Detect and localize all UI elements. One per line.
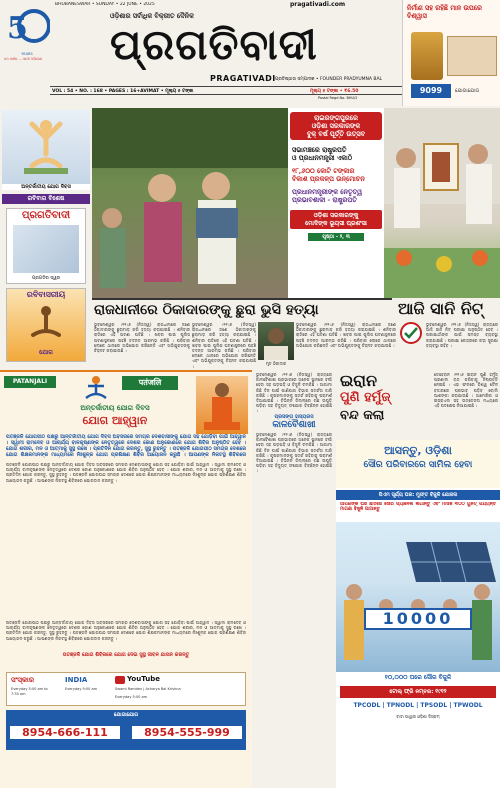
meditation-figure-icon [7, 301, 85, 345]
solar-ad-blue-line: ପିଏମ ସୂର୍ଯ୍ୟ ଘର: ମୁଫ୍ତ ବିଜୁଳି ଯୋଜନା [336, 490, 500, 500]
patanjali-yoga-day: ଅନ୍ତର୍ଜାତୀୟ ଯୋଗ ଦିବସ [80, 404, 150, 412]
iran-headline-2[interactable]: ପୁଣି ହର୍ମୁଜ୍ [340, 390, 391, 405]
time-india: Everyday 9:00 am [65, 687, 98, 691]
english-title: PRAGATIVADI [210, 74, 276, 83]
supplement-cover-1[interactable] [6, 208, 86, 284]
swami-photo [196, 376, 248, 434]
masthead-strip [50, 86, 402, 95]
solar-toll-free[interactable]: ଟୋଲ୍ ଫ୍ରି ନମ୍ବର: ୧୯୧୨ [340, 686, 496, 698]
lead-headline-line2: ଓଡ଼ିଶା ସରକାରଙ୍କ [311, 122, 361, 130]
time-youtube: Everyday 5:00 am [115, 695, 148, 699]
lead-quote4: ମୋଦିଙ୍କ ଭୂୟସୀ ପ୍ରଶଂସା [305, 219, 367, 227]
solar-panel-family-icon [336, 522, 500, 672]
channel-youtube[interactable]: YouTube [127, 675, 160, 683]
checkmark-icon [402, 324, 420, 342]
patanjali-highlight: ପତଞ୍ଜଳି ଯୋଗ ଶିବିରରେ ଯୋଗ ଦେଇ ସୁସ୍ଥ ଜୀବନ ଯାପନ କରନ୍ତୁ [62, 652, 190, 658]
lead-subhead [292, 146, 380, 162]
lead-praise [290, 210, 382, 229]
column-label: ପ୍ରସଙ୍ଗ ହାସ୍ୟରସ [274, 414, 314, 420]
logo-years: YEARS [21, 52, 33, 56]
solar-discoms: TPCODL | TPNODL | TPSODL | TPWODL [353, 702, 483, 709]
top-right-ad[interactable] [402, 0, 500, 106]
patanjali-brand-hi: पतंजलि [122, 376, 178, 390]
lead-investment [292, 167, 380, 183]
lead-quote3: ଓଡ଼ିଶା ସରକାରଙ୍କୁ [313, 212, 359, 219]
portrait-icon [258, 322, 294, 360]
solar-ad[interactable] [336, 440, 500, 788]
solar-ad-title: ଆସନ୍ତୁ, ଓଡ଼ିଶା [384, 444, 452, 457]
ad-product-image [411, 32, 443, 80]
story2-body-col1: ଭୁବନେଶ୍ୱର ।୨୧।୬ (ନିଜସ୍ୱ) ରାଜଧାନୀରେ ଜଣେ ଠିକାଦାରଙ୍କୁ ଛୁରାମାଡ଼ କରି ହତ୍ୟା କରାଯାଇଛି । ଶନିବାର ରାତିରେ ଏହି ଘଟଣା ଘଟିଛି । ଖବର ପାଇ ପୁଲିସ ଘଟଣାସ୍ଥଳରେ ପହଞ୍ଚି ତଦନ୍ତ ଆରମ୍ଭ କରିଛି । ପରିବାର ଲୋକେ ଥାନାରେ ଅଭିଯୋଗ କରିଛନ୍ତି ଏବଂ ଅଭିଯୁକ୍ତଙ୍କୁ ଚିହ୍ନଟ କରାଯାଉଛି । [94, 322, 190, 354]
edition-dateline: BHUBANESWAR • SUNDAY • 22 JUNE • 2025 [55, 2, 155, 7]
youtube-caption: Swami Ramdev | Acharya Bal Krishna [115, 687, 181, 691]
solar-ad-body: ଆପଣଙ୍କ ଘର ଛାତରେ ସୌର ପ୍ୟାନେଲ ଲଗାନ୍ତୁ ଏବଂ ମାସିକ ୩୦୦ ୟୁନିଟ୍ ପର୍ଯ୍ୟନ୍ତ ମାଗଣା ବିଜୁଳି ପାଆନ୍ତୁ [340, 502, 496, 513]
lead-photo-2 [384, 108, 500, 298]
ad-caption: ଯୋଗାଯୋଗ [455, 88, 480, 94]
iran-story [336, 370, 500, 440]
yoga-photo [2, 110, 90, 184]
price: ମୂଲ୍ୟ ୫ ଟଙ୍କା • ₹6.50 [310, 89, 359, 94]
channel-india: INDIA [65, 676, 88, 684]
left-column [0, 108, 92, 364]
column-title[interactable]: କାଳବୈଶାଖୀ [272, 420, 316, 430]
solar-footer: ଟାଟା ପାୱାର ଓଡ଼ିଶା ଡିସ୍କମ୍ [396, 714, 440, 719]
supplement-1-title: ପ୍ରଗତିବାଦୀ [21, 210, 71, 221]
neet-emblem [400, 322, 422, 344]
supplement-1-caption: ପ୍ରଗତିର ସ୍ୱର [31, 276, 61, 281]
story2-photo-caption: ମୃତ ଠିକାଦାର [265, 361, 287, 366]
lead-sub1: ସଭାମଞ୍ଚରେ ରାଷ୍ଟ୍ରପତି [292, 146, 347, 154]
lead-text-block [288, 108, 384, 298]
anniversary-logo [4, 4, 50, 62]
broadcast-strip [6, 672, 246, 706]
youtube-icon[interactable] [115, 676, 125, 684]
svg-text:5: 5 [7, 11, 28, 46]
patanjali-phone-1[interactable]: 8954-666-111 [10, 726, 120, 739]
founder-line: ପ୍ରତିଷ୍ଠାତା ସମ୍ପାଦକ • FOUNDER PRADYUMNA BAL [275, 77, 383, 82]
story3-body: ଭୁବନେଶ୍ୱର ।୨୧।୬ (ନିଜସ୍ୱ) ରାଜ୍ୟରେ ଆଜି ସାନି ନିଟ୍ ପରୀକ୍ଷା ଅନୁଷ୍ଠିତ ହେବ । ପରୀକ୍ଷାର୍ଥୀଙ୍କ ପାଇଁ ସମସ୍ତ ବ୍ୟବସ୍ଥା କରାଯାଇଛି । ପରୀକ୍ଷା କେନ୍ଦ୍ରରେ କଡ଼ା ସୁରକ୍ଷା ବ୍ୟବସ୍ଥା ରହିବ । [426, 322, 498, 348]
memento-presentation-icon [384, 108, 500, 298]
special-label-bar [2, 194, 90, 204]
lead-quote [292, 188, 380, 204]
solar-count-board: 10000 [364, 608, 472, 630]
tagline: ଓଡ଼ିଶାର ସର୍ବାଧିକ ବିକ୍ରୀତ ଦୈନିକ [110, 12, 194, 20]
yoga-caption: ଅନ୍ତର୍ଜାତୀୟ ଯୋଗ ଦିବସ [2, 184, 90, 190]
lead-page-ref[interactable]: ପୃଷ୍ଠା - ୨, ୩ [308, 233, 364, 241]
solar-ad-subtitle: ସୌର ପରିବାରରେ ସାମିଲ ହେବା [363, 460, 473, 470]
patanjali-body-2: ପତଞ୍ଜଳି ଯୋଗପୀଠ ପକ୍ଷରୁ ଆନ୍ତର୍ଜାତୀୟ ଯୋଗ ଦିବସ ଅବସରରେ ସମଗ୍ର ଦେଶବାସୀଙ୍କୁ ଯୋଗ ସହ ଯୋଡ଼ିବା ପାଇଁ ଆହ୍ୱାନ । ସ୍ୱାମୀ ରାମଦେବ ଓ ଆଚାର୍ଯ୍ୟ ବାଳକୃଷ୍ଣଙ୍କ ନେତୃତ୍ୱରେ ଦେଶର କୋଣ ଅନୁକୋଣରେ ଯୋଗ ଶିବିର ଅନୁଷ୍ଠିତ ହେବ । ଯୋଗ ଶରୀର, ମନ ଓ ଆତ୍ମାକୁ ସୁସ୍ଥ ରଖେ । ପ୍ରତିଦିନ ଯୋଗ କରନ୍ତୁ, ସୁସ୍ଥ ରୁହନ୍ତୁ । ପତଞ୍ଜଳି ଯୋଗପୀଠ ସମଗ୍ର ଦେଶରେ ଯୋଗ ଶିକ୍ଷକମାନଙ୍କ ମାଧ୍ୟମରେ ନିଃଶୁଳ୍କ ଯୋଗ ପ୍ରଶିକ୍ଷଣ ଶିବିର ଆୟୋଜନ କରୁଛି । ଆପଣଙ୍କ ନିକଟସ୍ଥ ଶିବିରରେ ଯୋଗଦାନ କରନ୍ତୁ । [6, 620, 246, 641]
ad-headline: ନିର୍ମାଣ ସହ ରହିଛି ମାନ ଉପରେ ବିଶ୍ୱାସ [407, 4, 482, 20]
lead-photo [92, 108, 288, 298]
masthead [50, 0, 402, 106]
channel-sanskar: ସଂସ୍କାର [11, 676, 35, 684]
lead-story [92, 108, 500, 298]
lead-sub4: ବିକାଶ ପ୍ରକଳ୍ପ ଉନ୍ମୋଚନ [292, 175, 365, 183]
logo-tagline: ୫୦ ବର୍ଷର ... ସାଥୀ ଅଭିଯାନ [4, 57, 43, 61]
fifty-years-emblem-icon [4, 4, 50, 48]
yogi-figure-icon [196, 376, 248, 434]
leaders-photo-icon [92, 108, 288, 298]
website[interactable]: pragativadi.com [290, 1, 346, 8]
lead-sub3: ୧୮,୬୦୦ କୋଟି ଟଙ୍କାର [292, 167, 355, 175]
column-intro: ଭୁବନେଶ୍ୱର ।୨୧।୬ (ନିଜସ୍ୱ) ରାଜ୍ୟରେ କାଳବୈଶାଖୀ ପ୍ରଭାବରେ ଅନେକ ସ୍ଥାନରେ ବର୍ଷା ହେବା ସହ ଘଡ଼ଘଡ଼ି ଓ ବିଜୁଳି ଚମକିଛି । ଆଗାମୀ କିଛି ଦିନ ପାଇଁ ପାଣିପାଗ ବିଭାଗ ସତର୍କତା ଜାରି କରିଛି । କୃଷକମାନଙ୍କୁ ସତର୍କ ରହିବାକୁ ପରାମର୍ଶ ଦିଆଯାଇଛି । ବିଭିନ୍ନ ଜିଲ୍ଲାରେ ଗଛ ଉପୁଡ଼ି ପଡ଼ିବା ସହ ବିଦ୍ୟୁତ୍ ସଂଯୋଗ ବିଚ୍ଛିନ୍ନ ହୋଇଛି । [256, 372, 332, 412]
lead-quote1: ପ୍ରଧାନମନ୍ତ୍ରୀଙ୍କ ନେତୃତ୍ୱ [292, 188, 363, 196]
lead-headline-line1: ରାଇରଙ୍ଗପୁରରେ [314, 114, 358, 122]
column-body: ଭୁବନେଶ୍ୱର ।୨୧।୬ (ନିଜସ୍ୱ) ରାଜ୍ୟରେ କାଳବୈଶାଖୀ ପ୍ରଭାବରେ ଅନେକ ସ୍ଥାନରେ ବର୍ଷା ହେବା ସହ ଘଡ଼ଘଡ଼ି ଓ ବିଜୁଳି ଚମକିଛି । ଆଗାମୀ କିଛି ଦିନ ପାଇଁ ପାଣିପାଗ ବିଭାଗ ସତର୍କତା ଜାରି କରିଛି । କୃଷକମାନଙ୍କୁ ସତର୍କ ରହିବାକୁ ପରାମର୍ଶ ଦିଆଯାଇଛି । ବିଭିନ୍ନ ଜିଲ୍ଲାରେ ଗଛ ଉପୁଡ଼ି ପଡ଼ିବା ସହ ବିଦ୍ୟୁତ୍ ସଂଯୋଗ ବିଚ୍ଛିନ୍ନ ହୋଇଛି । [256, 432, 332, 474]
supplement-1-image [13, 225, 79, 273]
patanjali-headline: ଯୋଗ ଆହ୍ୱାନ [82, 414, 148, 427]
patanjali-contact-label: ଯୋଗାଯୋଗ [113, 712, 139, 718]
story2-photo [258, 322, 294, 360]
yoga-day-emblem-icon [76, 374, 116, 402]
story2-headline[interactable]: ରାଜଧାନୀରେ ଠିକାଦାରଙ୍କୁ ଛୁରା ଭୁସି ହତ୍ୟା [94, 302, 319, 318]
patanjali-body: ପତଞ୍ଜଳି ଯୋଗପୀଠ ପକ୍ଷରୁ ଆନ୍ତର୍ଜାତୀୟ ଯୋଗ ଦିବସ ଅବସରରେ ସମଗ୍ର ଦେଶବାସୀଙ୍କୁ ଯୋଗ ସହ ଯୋଡ଼ିବା ପାଇଁ ଆହ୍ୱାନ । ସ୍ୱାମୀ ରାମଦେବ ଓ ଆଚାର୍ଯ୍ୟ ବାଳକୃଷ୍ଣଙ୍କ ନେତୃତ୍ୱରେ ଦେଶର କୋଣ ଅନୁକୋଣରେ ଯୋଗ ଶିବିର ଅନୁଷ୍ଠିତ ହେବ । ଯୋଗ ଶରୀର, ମନ ଓ ଆତ୍ମାକୁ ସୁସ୍ଥ ରଖେ । ପ୍ରତିଦିନ ଯୋଗ କରନ୍ତୁ, ସୁସ୍ଥ ରୁହନ୍ତୁ । ପତଞ୍ଜଳି ଯୋଗପୀଠ ସମଗ୍ର ଦେଶରେ ଯୋଗ ଶିକ୍ଷକମାନଙ୍କ ମାଧ୍ୟମରେ ନିଃଶୁଳ୍କ ଯୋଗ ପ୍ରଶିକ୍ଷଣ ଶିବିର ଆୟୋଜନ କରୁଛି । ଆପଣଙ୍କ ନିକଟସ୍ଥ ଶିବିରରେ ଯୋଗଦାନ କରନ୍ତୁ । [6, 462, 246, 483]
ad-product-box [447, 36, 497, 76]
lead-headline-line3: ବୁକ୍ ବର୍ଷ ପୂର୍ତ୍ତି ଉତ୍ସବ [306, 130, 366, 138]
story2-body-col2: ଭୁବନେଶ୍ୱର ।୨୧।୬ (ନିଜସ୍ୱ) ରାଜଧାନୀରେ ଜଣେ ଠିକାଦାରଙ୍କୁ ଛୁରାମାଡ଼ କରି ହତ୍ୟା କରାଯାଇଛି । ଶନିବାର ରାତିରେ ଏହି ଘଟଣା ଘଟିଛି । ଖବର ପାଇ ପୁଲିସ ଘଟଣାସ୍ଥଳରେ ପହଞ୍ଚି ତଦନ୍ତ ଆରମ୍ଭ କରିଛି । ପରିବାର ଲୋକେ ଥାନାରେ ଅଭିଯୋଗ କରିଛନ୍ତି ଏବଂ ଅଭିଯୁକ୍ତଙ୍କୁ ଚିହ୍ନଟ କରାଯାଉଛି । [192, 322, 256, 368]
yoga-pose-icon [2, 110, 90, 184]
solar-ad-photo [336, 522, 500, 672]
patanjali-phone-2[interactable]: 8954-555-999 [132, 726, 242, 739]
solar-count-caption: ୧୦,୦୦୦ ଘରେ ସୌର ବିଜୁଳି [384, 674, 452, 681]
patanjali-ad[interactable] [0, 370, 252, 788]
patanjali-intro: ପତଞ୍ଜଳି ଯୋଗପୀଠ ପକ୍ଷରୁ ଆନ୍ତର୍ଜାତୀୟ ଯୋଗ ଦିବସ ଅବସରରେ ସମଗ୍ର ଦେଶବାସୀଙ୍କୁ ଯୋଗ ସହ ଯୋଡ଼ିବା ପାଇଁ ଆହ୍ୱାନ । ସ୍ୱାମୀ ରାମଦେବ ଓ ଆଚାର୍ଯ୍ୟ ବାଳକୃଷ୍ଣଙ୍କ ନେତୃତ୍ୱରେ ଦେଶର କୋଣ ଅନୁକୋଣରେ ଯୋଗ ଶିବିର ଅନୁଷ୍ଠିତ ହେବ । ଯୋଗ ଶରୀର, ମନ ଓ ଆତ୍ମାକୁ ସୁସ୍ଥ ରଖେ । ପ୍ରତିଦିନ ଯୋଗ କରନ୍ତୁ, ସୁସ୍ଥ ରୁହନ୍ତୁ । ପତଞ୍ଜଳି ଯୋଗପୀଠ ସମଗ୍ର ଦେଶରେ ଯୋଗ ଶିକ୍ଷକମାନଙ୍କ ମାଧ୍ୟମରେ ନିଃଶୁଳ୍କ ଯୋଗ ପ୍ରଶିକ୍ଷଣ ଶିବିର ଆୟୋଜନ କରୁଛି । ଆପଣଙ୍କ ନିକଟସ୍ଥ ଶିବିରରେ [6, 434, 246, 458]
story3-headline[interactable]: ଆଜି ସାନି ନିଟ୍ [398, 299, 483, 318]
lead-sub2: ଓ ପ୍ରଧାନମନ୍ତ୍ରୀ ଏକାଠି [292, 154, 353, 162]
yoga-day-logo [76, 374, 116, 402]
lead-headline [290, 112, 382, 140]
volume-info: VOL : 54 • NO. : 168 • PAGES : 16+AVIMAT • ମୂଲ୍ୟ ୫ ଟଙ୍କା [52, 89, 194, 94]
lead-quote2: ପ୍ରଭାବଶାଳୀ - ରାଷ୍ଟ୍ରପତି [292, 196, 357, 204]
iran-headline-3[interactable]: ବନ୍ଦ କଲା [340, 408, 385, 423]
newspaper-title: ପ୍ରଗତିବାଦୀ [110, 20, 318, 69]
ad-phone[interactable]: 9099 [411, 84, 451, 98]
supplement-2-title: ରବିବାସରୀୟ [26, 290, 66, 299]
solar-ad-header [336, 440, 500, 488]
column-story [254, 370, 334, 788]
supplement-cover-2[interactable] [6, 288, 86, 362]
iran-headline-1[interactable]: ଇରାନ [340, 371, 378, 390]
iran-body: ତେହେରାନ ।୨୧।୬ ଇରାନ ପୁଣି ହର୍ମୁଜ୍ ପ୍ରଣାଳୀ ବନ୍ଦ କରିବାକୁ ନିଷ୍ପତ୍ତି ନେଇଛି । ଏହା ଫଳରେ ବିଶ୍ୱ ତୈଳ ବଜାରରେ ପ୍ରଭାବ ପଡ଼ିବ ବୋଲି ଆଶଙ୍କା କରାଯାଉଛି । ଆମେରିକା ଓ ଇସ୍ରାଏଲ ସହ ଉତ୍ତେଜନା ମଧ୍ୟରେ ଏହି ପଦକ୍ଷେପ ନିଆଯାଇଛି । [434, 372, 498, 409]
patanjali-brand-en: PATANJALI [4, 376, 56, 388]
story2-body-col3: ଭୁବନେଶ୍ୱର ।୨୧।୬ (ନିଜସ୍ୱ) ରାଜଧାନୀରେ ଜଣେ ଠିକାଦାରଙ୍କୁ ଛୁରାମାଡ଼ କରି ହତ୍ୟା କରାଯାଇଛି । ଶନିବାର ରାତିରେ ଏହି ଘଟଣା ଘଟିଛି । ଖବର ପାଇ ପୁଲିସ ଘଟଣାସ୍ଥଳରେ ପହଞ୍ଚି ତଦନ୍ତ ଆରମ୍ଭ କରିଛି । ପରିବାର ଲୋକେ ଥାନାରେ ଅଭିଯୋଗ କରିଛନ୍ତି ଏବଂ ଅଭିଯୁକ୍ତଙ୍କୁ ଚିହ୍ନଟ କରାଯାଉଛି । [296, 322, 396, 348]
time-sanskar: Everyday 5:00 am to 7:30 am [11, 687, 48, 696]
postal-reg: Postal Regd No. BHU/2 [318, 96, 358, 100]
supplement-2-caption: ଯୋଗ [39, 349, 53, 356]
special-label: ରବିବାର ବିଶେଷ [2, 194, 90, 204]
